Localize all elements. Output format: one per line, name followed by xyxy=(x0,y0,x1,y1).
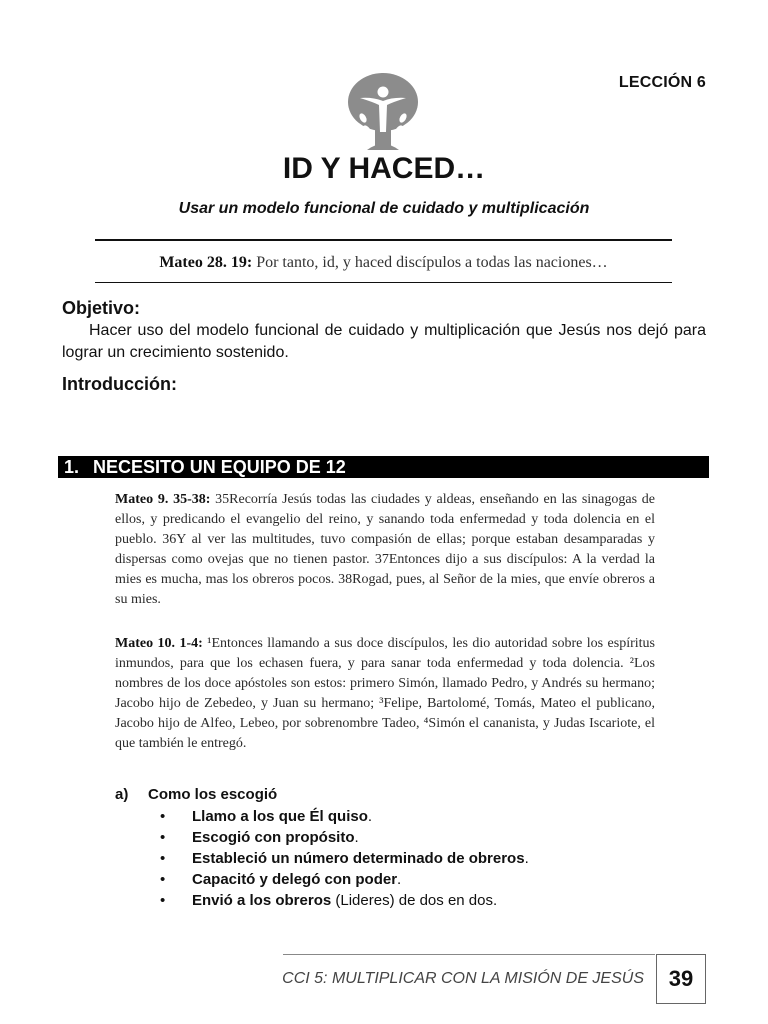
list-item-bold: Capacitó y delegó con poder xyxy=(192,871,398,888)
list-item-rest: . xyxy=(354,829,359,846)
list-item-rest: . xyxy=(524,850,529,867)
page-number: 39 xyxy=(656,954,706,1004)
footer-text: CCI 5: MULTIPLICAR CON LA MISIÓN DE JESÚS xyxy=(282,970,644,987)
bullet-icon: • xyxy=(160,829,166,846)
list-item xyxy=(160,869,529,890)
bullet-icon: • xyxy=(160,850,166,867)
tree-person-logo-icon xyxy=(345,72,421,152)
section-title: NECESITO UN EQUIPO DE 12 xyxy=(93,457,346,477)
list-item xyxy=(160,848,529,869)
bullet-icon: • xyxy=(160,808,166,825)
key-verse-ref: Mateo 28. 19: xyxy=(159,254,253,271)
objective-heading: Objetivo: xyxy=(62,298,141,318)
scripture-passage-1 xyxy=(115,490,655,610)
section-heading xyxy=(58,456,709,478)
key-verse xyxy=(95,239,672,283)
bullet-icon: • xyxy=(160,892,166,909)
subsection-heading xyxy=(115,786,277,803)
list-item-bold: Estableció un número determinado de obreros xyxy=(192,850,525,867)
passage-2-ref: Mateo 10. 1-4: xyxy=(115,636,203,651)
key-verse-text: Por tanto, id, y haced discípulos a todas las naciones… xyxy=(252,254,608,271)
list-item xyxy=(160,827,529,848)
passage-1-ref: Mateo 9. 35-38: xyxy=(115,492,211,507)
list-item-rest: (Lideres) de dos en dos. xyxy=(331,892,498,909)
introduction-heading: Introducción: xyxy=(62,374,177,394)
page-subtitle: Usar un modelo funcional de cuidado y multiplicación xyxy=(178,200,590,217)
bullet-list xyxy=(160,806,529,911)
list-item xyxy=(160,890,529,911)
lesson-number: LECCIÓN 6 xyxy=(618,74,706,91)
passage-1-text: 35Recorría Jesús todas las ciudades y aldeas, enseñando en las sinagogas de ellos, y predicando el evangelio del reino, y sanando toda enfermedad y toda dolencia en el pueblo. 36Y al ver las multitudes, tuvo compasión de ellas; porque estaban desamparadas y dispersas como ovejas que no tienen pastor. 37Entonces dijo a sus discípulos: A la verdad la mies es mucha, mas los obreros pocos. 38Rogad, pues, al Señor de la mies, que envíe obreros a su mies. xyxy=(115,492,655,607)
bullet-icon: • xyxy=(160,871,166,888)
footer-divider xyxy=(283,954,655,955)
list-item-rest: . xyxy=(367,808,373,825)
section-number: 1. xyxy=(64,457,80,477)
scripture-passage-2 xyxy=(115,634,655,754)
subsection-letter: a) xyxy=(115,786,129,803)
objective-text: Hacer uso del modelo funcional de cuidado y multiplicación que Jesús nos dejó para lograr un crecimiento sostenido. xyxy=(62,322,706,361)
list-item-bold: Escogió con propósito xyxy=(192,829,355,846)
list-item xyxy=(160,806,529,827)
page-title: ID Y HACED… xyxy=(282,152,486,185)
list-item-rest: . xyxy=(397,871,402,888)
list-item-bold: Llamo a los que Él quiso xyxy=(192,808,368,825)
passage-2-text: ¹Entonces llamando a sus doce discípulos, les dio autoridad sobre los espíritus inmundos, para que los echasen fuera, y para sanar toda enfermedad y toda dolencia. ²Los nombres de los doce apóstoles son estos: primero Simón, llamado Pedro, y Andrés su hermano; Jacobo hijo de Zebedeo, y Juan su hermano; ³Felipe, Bartolomé, Tomás, Mateo el publicano, Jacobo hijo de Alfeo, Lebeo, por sobrenombre Tadeo, ⁴Simón el cananista, y Judas Iscariote, el que también le entregó. xyxy=(115,636,655,751)
list-item-bold: Envió a los obreros xyxy=(192,892,332,909)
subsection-title: Como los escogió xyxy=(148,786,278,803)
